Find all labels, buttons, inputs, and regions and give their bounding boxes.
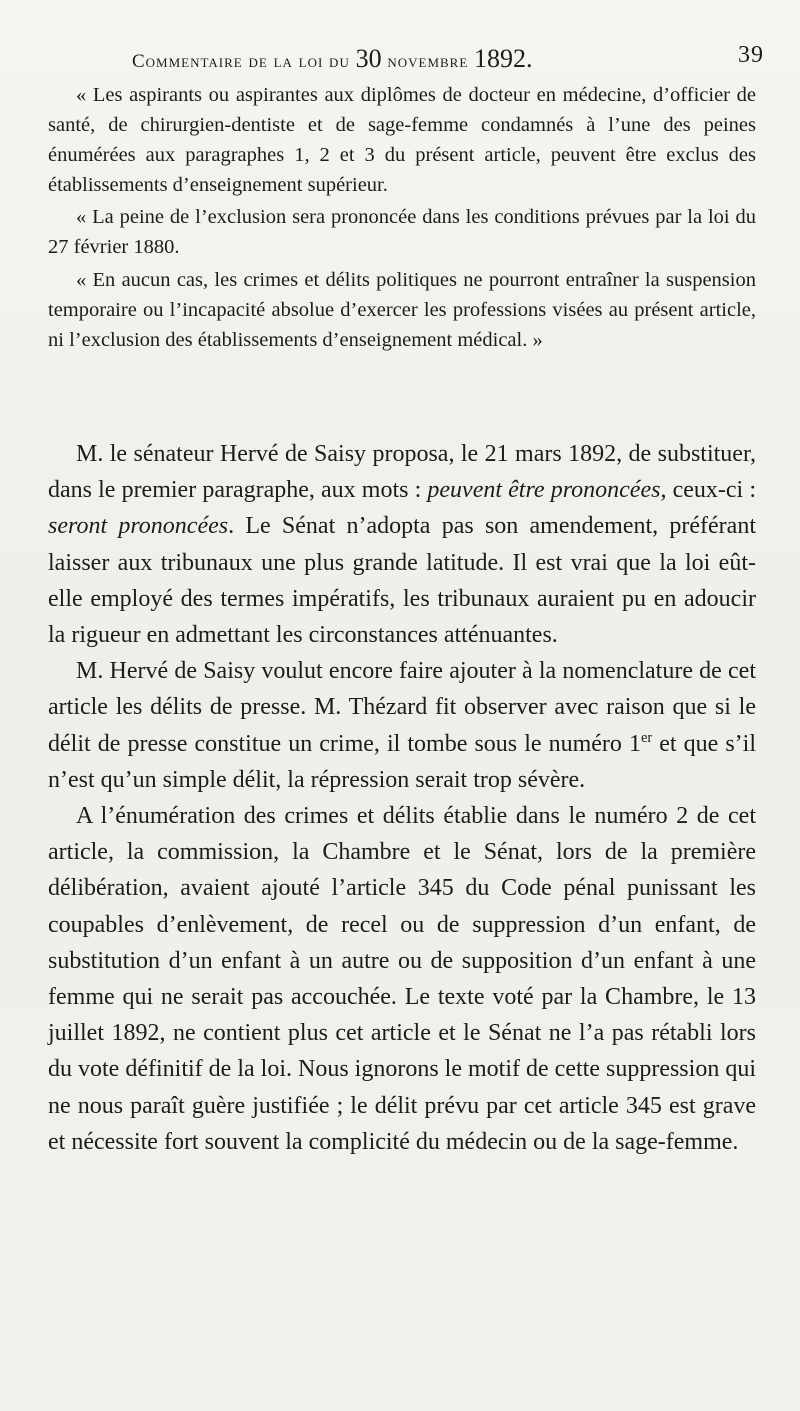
running-title-year: 1892.: [474, 44, 533, 73]
quote-paragraph-3: « En aucun cas, les crimes et délits politiques ne pourront entraîner la suspension temporaire ou l’incapacité absolue d’exercer les professions visées au présent article, ni l’exclusion des établissements d’enseignement médical. »: [48, 268, 756, 351]
p2-superscript: er: [640, 729, 653, 746]
p1-italic-2: seront prononcées: [48, 513, 229, 540]
running-title-part1: Commentaire de la loi du: [132, 51, 356, 72]
body-paragraph-3: A l’énumération des crimes et délits établie dans le numéro 2 de cet article, la commission, la Chambre et le Sénat, lors de la première délibération, avaient ajouté l’article 345 du Code pénal punissant les coupables d’enlèvement, de recel ou de suppression d’un enfant, de substitution d’un enfant à un autre ou de supposition d’un enfant à une femme qui ne serait pas accouchée. Le texte voté par la Chambre, le 13 juillet 1892, ne contient plus cet article et le Sénat ne l’a pas rétabli lors du vote définitif de la loi. Nous ignorons le motif de cette suppression qui ne nous paraît guère justifiée ; le délit prévu par cet article 345 est grave et nécessite fort souvent la complicité du médecin ou de la sage-femme.: [48, 803, 756, 1155]
running-title-number: 30: [355, 44, 382, 73]
p1-text-a: M. le sénateur Hervé de Saisy proposa, le 21 mars 1892, de substituer, dans le premier paragraphe, aux mots :: [48, 441, 756, 504]
commentary-text: [48, 436, 756, 1160]
p2-text-a: M. Hervé de Saisy voulut encore faire ajouter à la nomenclature de cet article les délits de presse. M. Thézard fit observer avec raison que si le délit de presse constitue un crime, il tombe sous le numéro 1: [48, 658, 756, 757]
body-paragraph-2: [48, 653, 756, 798]
p1-text-c: . Le Sénat n’adopta pas son amendement, préférant laisser aux tribunaux une plus grande latitude. Il est vrai que la loi eût-elle employé des termes impératifs, les tribunaux auraient pu en adoucir la rigueur en admettant les circonstances atténuantes.: [48, 513, 756, 649]
quote-paragraph-2: « La peine de l’exclusion sera prononcée dans les conditions prévues par la loi du 27 février 1880.: [48, 206, 756, 259]
p1-text-b: , ceux-ci :: [660, 477, 756, 504]
page-number: 39: [738, 42, 764, 68]
p2-text-b: et que s’il n’est qu’un simple délit, la répression serait trop sévère.: [48, 730, 757, 793]
page-header: [80, 38, 764, 72]
body-paragraph-1: [48, 436, 756, 653]
running-title-part2: novembre: [381, 51, 475, 72]
running-title: [132, 44, 533, 74]
p1-italic-1: peuvent être prononcées: [427, 477, 661, 504]
quote-paragraph-1: « Les aspirants ou aspirantes aux diplômes de docteur en médecine, d’officier de santé, de chirurgien-dentiste et de sage-femme condamnés à l’une des peines énumérées aux paragraphes 1, 2 et 3 du présent article, peuvent être exclus des établissements d’enseignement supérieur.: [48, 84, 756, 197]
quoted-law-text: [48, 80, 756, 355]
